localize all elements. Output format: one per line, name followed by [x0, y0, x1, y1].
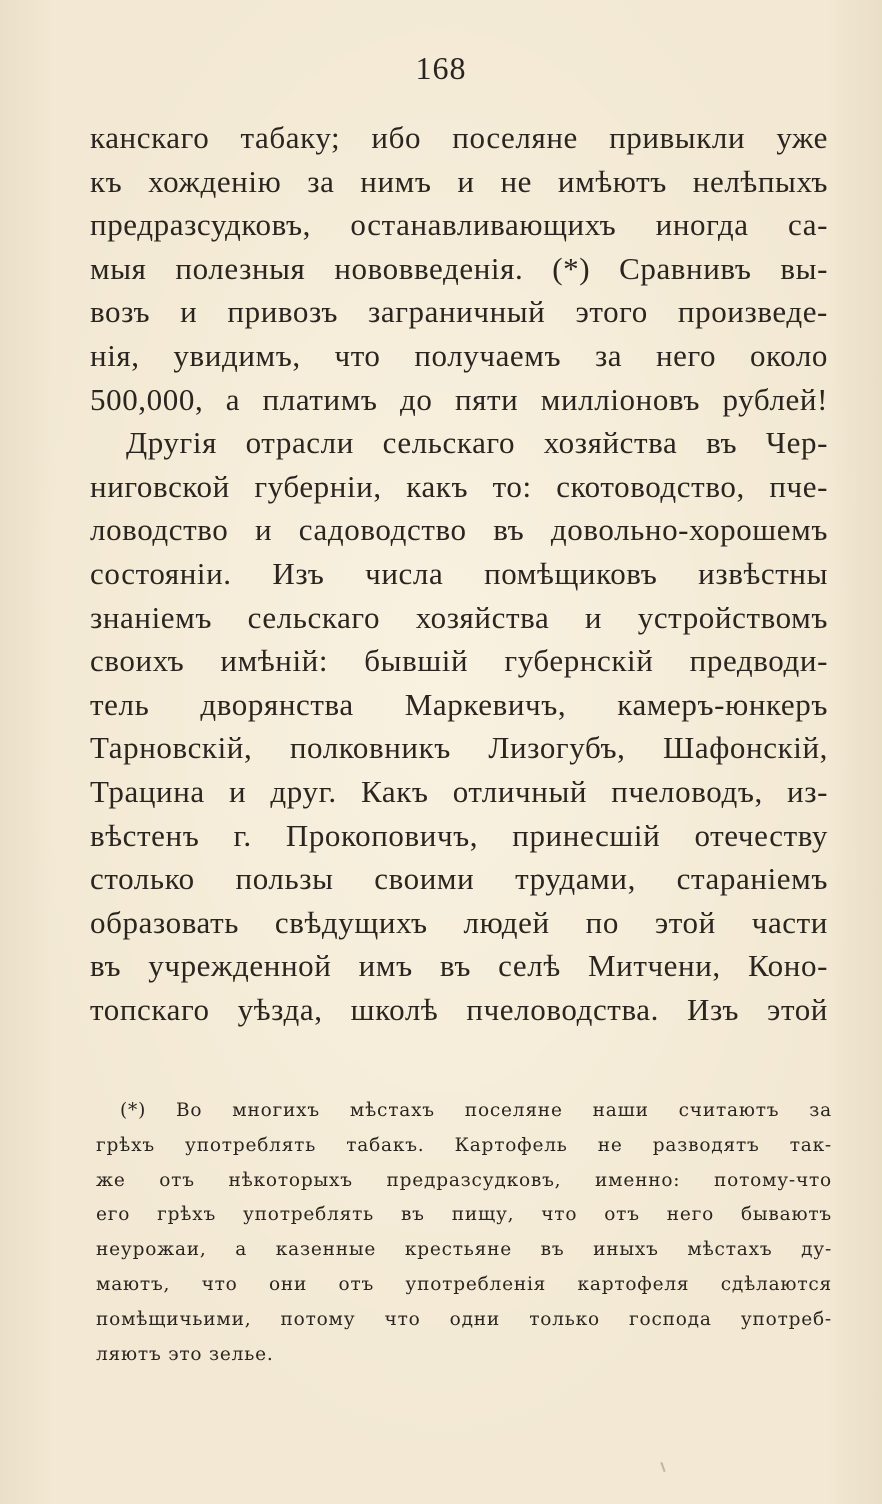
footnote-line: (*) Во многихъ мѣстахъ поселяне наши считаютъ за [120, 1100, 832, 1121]
text-line: Тарновскій, полковникъ Лизогубъ, Шафонскій, [90, 730, 828, 766]
footnote-line: маютъ, что они отъ употребленія картофеля сдѣлаются [96, 1273, 832, 1295]
text-line: своихъ имѣній: бывшій губернскій предводи- [90, 643, 828, 679]
footnote-line: его грѣхъ употреблять въ пищу, что отъ него бываютъ [96, 1204, 832, 1226]
footnote-line: грѣхъ употреблять табакъ. Картофель не разводятъ так- [96, 1134, 832, 1156]
paper-speck [660, 1462, 665, 1472]
footnote-line: неурожаи, а казенные крестьяне въ иныхъ мѣстахъ ду- [96, 1239, 832, 1261]
text-line: Трацина и друг. Какъ отличный пчеловодъ, из- [90, 773, 828, 809]
footnote-line: же отъ нѣкоторыхъ предразсудковъ, именно: потому-что [96, 1169, 832, 1191]
text-line: столько пользы своими трудами, стараніемъ [90, 861, 828, 897]
footnote-line: ляютъ это зелье. [96, 1343, 274, 1365]
text-line: состояніи. Изъ числа помѣщиковъ извѣстны [90, 555, 828, 591]
text-line: ловодство и садоводство въ довольно-хорошемъ [90, 512, 828, 548]
text-line: образовать свѣдущихъ людей по этой части [90, 904, 828, 940]
main-text-block [90, 116, 828, 1031]
text-line: предразсудковъ, останавливающихъ иногда са- [90, 207, 828, 243]
text-line: ниговской губерніи, какъ то: скотоводство, пче- [90, 468, 828, 504]
text-line: въ учрежденной имъ въ селѣ Митчени, Коно- [90, 948, 828, 984]
text-line: вѣстенъ г. Прокоповичъ, принесшій отечеству [90, 817, 828, 853]
text-line: тель дворянства Маркевичъ, камеръ-юнкеръ [90, 686, 828, 722]
footnote-line: помѣщичьими, потому что одни только господа употреб- [96, 1308, 832, 1330]
text-line: топскаго уѣзда, школѣ пчеловодства. Изъ этой [90, 991, 828, 1027]
footnote-block [96, 1094, 832, 1372]
page-number: 168 [415, 50, 467, 86]
text-line: мыя полезныя нововведенія. (*) Сравнивъ вы- [90, 250, 828, 286]
text-line: знаніемъ сельскаго хозяйства и устройствомъ [90, 599, 828, 635]
text-line: возъ и привозъ заграничный этого произведе- [90, 294, 828, 330]
text-line: 500,000, а платимъ до пяти милліоновъ рублей! [90, 381, 828, 417]
text-line: нія, увидимъ, что получаемъ за него около [90, 337, 828, 373]
paragraph-start-line: Другія отрасли сельскаго хозяйства въ Чер- [126, 425, 828, 461]
text-line: канскаго табаку; ибо поселяне привыкли уже [90, 120, 828, 155]
text-line: къ хожденію за нимъ и не имѣютъ нелѣпыхъ [90, 163, 828, 199]
